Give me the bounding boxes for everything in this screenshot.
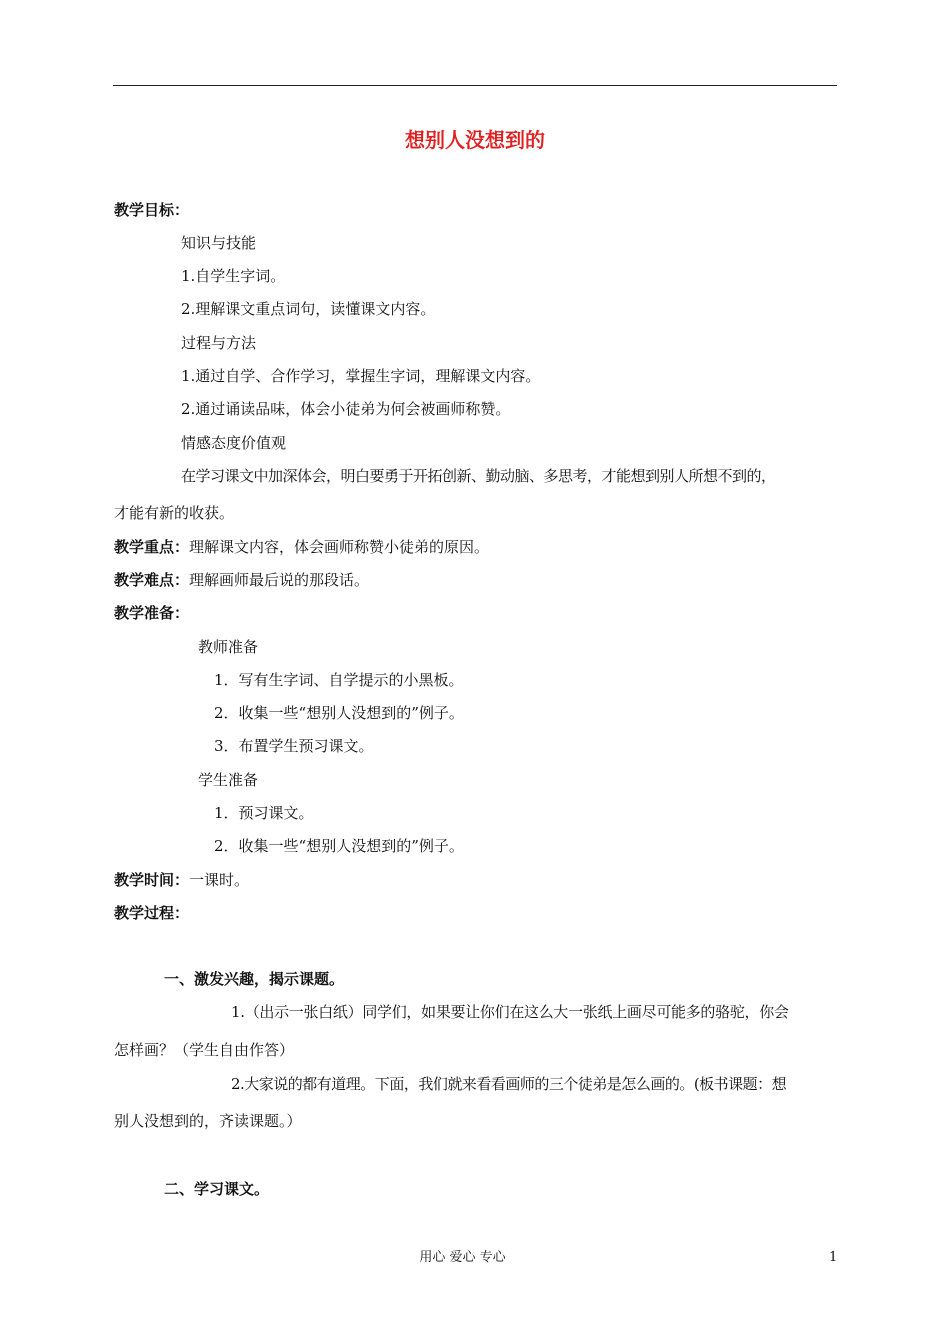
student-prep-item: 1．预习课文。 [214,804,314,822]
emotion-text-line2: 才能有新的收获。 [114,504,235,522]
section-heading: 一、激发兴趣，揭示课题。 [164,970,345,988]
emotion-heading: 情感态度价值观 [181,434,287,452]
document-title: 想别人没想到的 [405,128,545,152]
goals-label: 教学目标： [114,201,190,219]
difficulty-text: 理解画师最后说的那段话。 [189,571,370,589]
knowledge-heading: 知识与技能 [181,234,257,252]
teaching-time-text: 一课时。 [189,871,250,889]
header-rule [113,85,837,86]
teacher-prep-item: 3．布置学生预习课文。 [214,737,374,755]
paragraph-line: 1.（出示一张白纸）同学们，如果要让你们在这么大一张纸上画尽可能多的骆驼，你会 [231,1003,789,1021]
student-prep-heading: 学生准备 [198,771,259,789]
teaching-time-label: 教学时间： [114,871,190,889]
preparation-label: 教学准备： [114,604,190,622]
teacher-prep-heading: 教师准备 [198,638,259,656]
paragraph-line: 别人没想到的，齐读课题。） [114,1112,302,1130]
paragraph-line: 怎样画？（学生自由作答） [114,1041,295,1059]
paragraph-line: 2.大家说的都有道理。下面，我们就来看看画师的三个徒弟是怎么画的。(板书课题：想 [231,1075,787,1093]
key-point [114,537,489,557]
page-number: 1 [829,1250,838,1265]
key-point-label: 教学重点： [114,538,190,556]
teaching-process-label: 教学过程： [114,904,190,922]
knowledge-item: 1.自学生字词。 [181,267,286,285]
key-point-text: 理解课文内容，体会画师称赞小徒弟的原因。 [189,538,490,556]
footer-text: 用心 爱心 专心 [419,1250,506,1265]
emotion-text-line1: 在学习课文中加深体会，明白要勇于开拓创新、勤动脑、多思考，才能想到别人所想不到的， [181,467,776,485]
teacher-prep-item: 2．收集一些“想别人没想到的”例子。 [214,704,464,722]
teacher-prep-item: 1．写有生字词、自学提示的小黑板。 [214,671,464,689]
knowledge-item: 2.理解课文重点词句，读懂课文内容。 [181,300,436,318]
difficulty-label: 教学难点： [114,571,190,589]
teaching-time [114,870,249,890]
student-prep-item: 2．收集一些“想别人没想到的”例子。 [214,837,464,855]
difficulty [114,570,369,590]
process-item: 2.通过诵读品味，体会小徒弟为何会被画师称赞。 [181,400,511,418]
process-item: 1.通过自学、合作学习，掌握生字词，理解课文内容。 [181,367,541,385]
process-heading: 过程与方法 [181,334,257,352]
section-heading: 二、学习课文。 [164,1180,270,1198]
